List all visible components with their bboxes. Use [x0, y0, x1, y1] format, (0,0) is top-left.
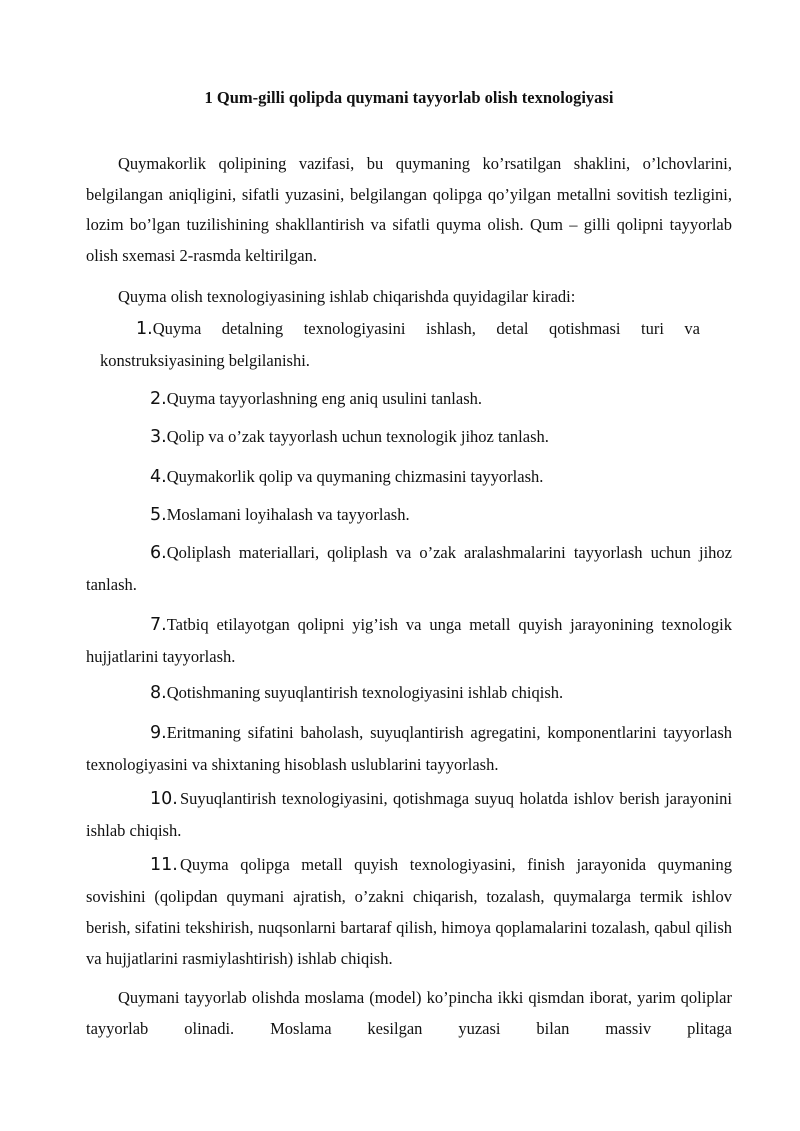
list-item: [86, 537, 732, 600]
list-item-number: 3.: [150, 427, 167, 447]
list-item: [86, 383, 732, 415]
list-item-text: Eritmaning sifatini baholash, suyuqlantirish agregatini, komponentlarini tayyorlash texnologiyasini va shixtaning hisoblash uslublarini tayyorlash.: [86, 723, 732, 774]
list-item-text: Quymakorlik qolip va quymaning chizmasini tayyorlash.: [166, 467, 544, 486]
list-item: [86, 421, 732, 453]
list-item-text: Qolip va o’zak tayyorlash uchun texnologik jihoz tanlash.: [166, 427, 549, 446]
intro-paragraph: Quymakorlik qolipining vazifasi, bu quymaning ko’rsatilgan shaklini, o’lchovlarini, belgilangan aniqligini, sifatli yuzasini, belgilangan qolipga qo’yilgan metallni sovitish tezligini, lozim bo’lgan tuzilishining shakllantirish va sifatli quyma olish. Qum – gilli qolipni tayyorlab olish sxemasi 2-rasmda keltirilgan.: [86, 154, 732, 265]
list-item: [86, 849, 732, 974]
list-item-number: 9.: [150, 723, 167, 743]
list-item-text: Quyma tayyorlashning eng aniq usulini tanlash.: [166, 389, 482, 408]
list-item: [86, 677, 732, 709]
list-item-number: 2.: [150, 389, 167, 409]
closing-paragraph: Quymani tayyorlab olishda moslama (model) ko’pincha ikki qismdan iborat, yarim qoliplar tayyorlab olinadi. Moslama kesilgan yuzasi bilan massiv plitaga: [86, 988, 732, 1038]
list-item-number: 5.: [150, 505, 167, 525]
list-item-number: 11.: [150, 855, 178, 875]
list-item: [86, 783, 732, 846]
document-title: 1 Qum-gilli qolipda quymani tayyorlab olish texnologiyasi: [204, 88, 614, 107]
list-item-text: Moslamani loyihalash va tayyorlash.: [166, 505, 410, 524]
list-item-number: 7.: [150, 615, 167, 635]
list-intro: Quyma olish texnologiyasining ishlab chiqarishda quyidagilar kiradi:: [118, 287, 576, 306]
list-item-number: 8.: [150, 683, 167, 703]
list-item-number: 1.: [136, 319, 153, 339]
list-item: [86, 499, 732, 531]
list-item: [100, 313, 700, 376]
list-item-number: 10.: [150, 789, 178, 809]
list-item-number: 6.: [150, 543, 167, 563]
list-item-number: 4.: [150, 467, 167, 487]
list-item: [86, 461, 732, 493]
list-item-text: Qotishmaning suyuqlantirish texnologiyasini ishlab chiqish.: [166, 683, 564, 702]
list-item-text: Quyma qolipga metall quyish texnologiyasini, finish jarayonida quymaning sovishini (qolipdan quymani ajratish, o’zakni chiqarish, tozalash, quymalarga termik ishlov berish, sifatini tekshirish, nuqsonlarni bartaraf qilish, himoya qoplamalarini tozalash, qabul qilish va hujjatlarini rasmiylashtirish) ishlab chiqish.: [86, 855, 732, 968]
list-item-text: Tatbiq etilayotgan qolipni yig’ish va unga metall quyish jarayonining texnologik hujjatlarini tayyorlash.: [86, 615, 732, 666]
list-item: [86, 609, 732, 672]
list-item-text: Suyuqlantirish texnologiyasini, qotishmaga suyuq holatda ishlov berish jarayonini ishlab chiqish.: [86, 789, 732, 840]
list-item: [86, 717, 732, 780]
list-item-text: Quyma detalning texnologiyasini ishlash, detal qotishmasi turi va konstruksiyasining belgilanishi.: [100, 319, 700, 370]
list-item-text: Qoliplash materiallari, qoliplash va o’zak aralashmalarini tayyorlash uchun jihoz tanlash.: [86, 543, 732, 594]
